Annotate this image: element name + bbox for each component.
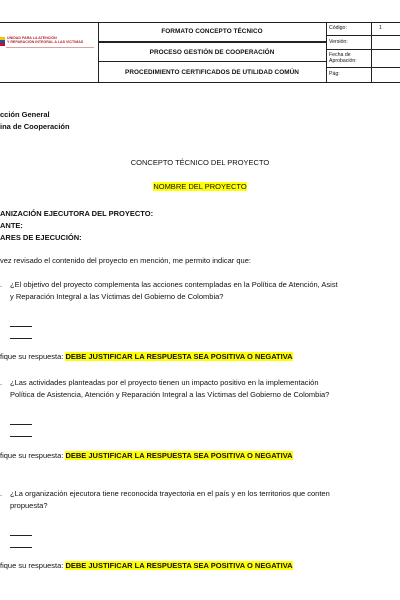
justify-label: fique su respuesta: [0, 561, 64, 570]
flag-logo-icon [0, 37, 5, 49]
representative-field: ANTE: [0, 221, 23, 230]
question-2-line-2: Política de Asistencia, Atención y Reparación Integral a las Víctimas del Gobierno de Colombia? [10, 390, 330, 399]
version-label: Versión: [329, 39, 348, 45]
document-header-table [0, 22, 400, 82]
answer-2-blank-b [10, 436, 32, 437]
question-2-number: . [0, 378, 3, 387]
institution-logo-text: UNIDAD PARA LA ATENCIÓN Y REPARACIÓN INTEGRAL A LAS VÍCTIMAS [7, 36, 84, 45]
answer-3-blank-a [10, 535, 32, 536]
procedure-title: PROCEDIMIENTO CERTIFICADOS DE UTILIDAD COMÚN [125, 68, 299, 76]
addressee-line-1: cción General [0, 110, 50, 119]
justify-note: DEBE JUSTIFICAR LA RESPUESTA SEA POSITIVA O NEGATIVA [65, 451, 293, 460]
justify-note: DEBE JUSTIFICAR LA RESPUESTA SEA POSITIVA O NEGATIVA [65, 352, 293, 361]
question-1-number: . [0, 280, 3, 289]
format-title: FORMATO CONCEPTO TÉCNICO [98, 22, 326, 42]
justify-label: fique su respuesta: [0, 451, 64, 460]
page-label: Pág: [329, 71, 340, 77]
justify-3 [0, 561, 293, 570]
approval-date-cell [327, 50, 400, 68]
question-3-line-2: propuesta? [10, 501, 48, 510]
document-control-cells [326, 22, 400, 82]
justify-note: DEBE JUSTIFICAR LA RESPUESTA SEA POSITIVA O NEGATIVA [65, 561, 293, 570]
justify-1 [0, 352, 293, 361]
answer-1-blank-a [10, 326, 32, 327]
execution-places-field: ARES DE EJECUCIÓN: [0, 233, 82, 242]
question-3-number: . [0, 489, 3, 498]
justify-2 [0, 451, 293, 460]
question-3-line-1: ¿La organización ejecutora tiene reconocida trayectoria en el país y en los territorios que conten [10, 489, 330, 498]
addressee-line-2: ina de Cooperación [0, 122, 70, 131]
question-1-line-1: ¿El objetivo del proyecto complementa las acciones contempladas en la Política de Atención, Asist [10, 280, 338, 289]
question-1-line-2: y Reparación Integral a las Víctimas del Gobierno de Colombia? [10, 292, 224, 301]
intro-text: vez revisado el contenido del proyecto en mención, me permito indicar que: [0, 256, 251, 265]
logo-cell [0, 22, 99, 82]
justify-label: fique su respuesta: [0, 352, 64, 361]
header-border-bottom [0, 82, 400, 83]
code-label: Código: [329, 25, 347, 31]
executing-organization-field: ANIZACIÓN EJECUTORA DEL PROYECTO: [0, 209, 154, 218]
answer-3-blank-b [10, 547, 32, 548]
answer-1-blank-b [10, 338, 32, 339]
page-cell [327, 68, 400, 82]
document-title: CONCEPTO TÉCNICO DEL PROYECTO [130, 158, 270, 167]
logo-divider [6, 47, 94, 48]
project-name-highlight: NOMBRE DEL PROYECTO [153, 182, 247, 191]
question-2-line-1: ¿Las actividades planteadas por el proyecto tienen un impacto positivo en la implementación [10, 378, 319, 387]
approval-date-label-2: Aprobación: [329, 58, 357, 64]
approval-date-label-1: Fecha de [329, 52, 351, 58]
header-titles [98, 22, 326, 82]
answer-2-blank-a [10, 424, 32, 425]
version-cell [327, 36, 400, 50]
process-title: PROCESO GESTIÓN DE COOPERACIÓN [98, 42, 326, 62]
code-cell [327, 22, 400, 36]
code-value: 1 [379, 25, 382, 31]
project-name-placeholder [0, 182, 400, 191]
